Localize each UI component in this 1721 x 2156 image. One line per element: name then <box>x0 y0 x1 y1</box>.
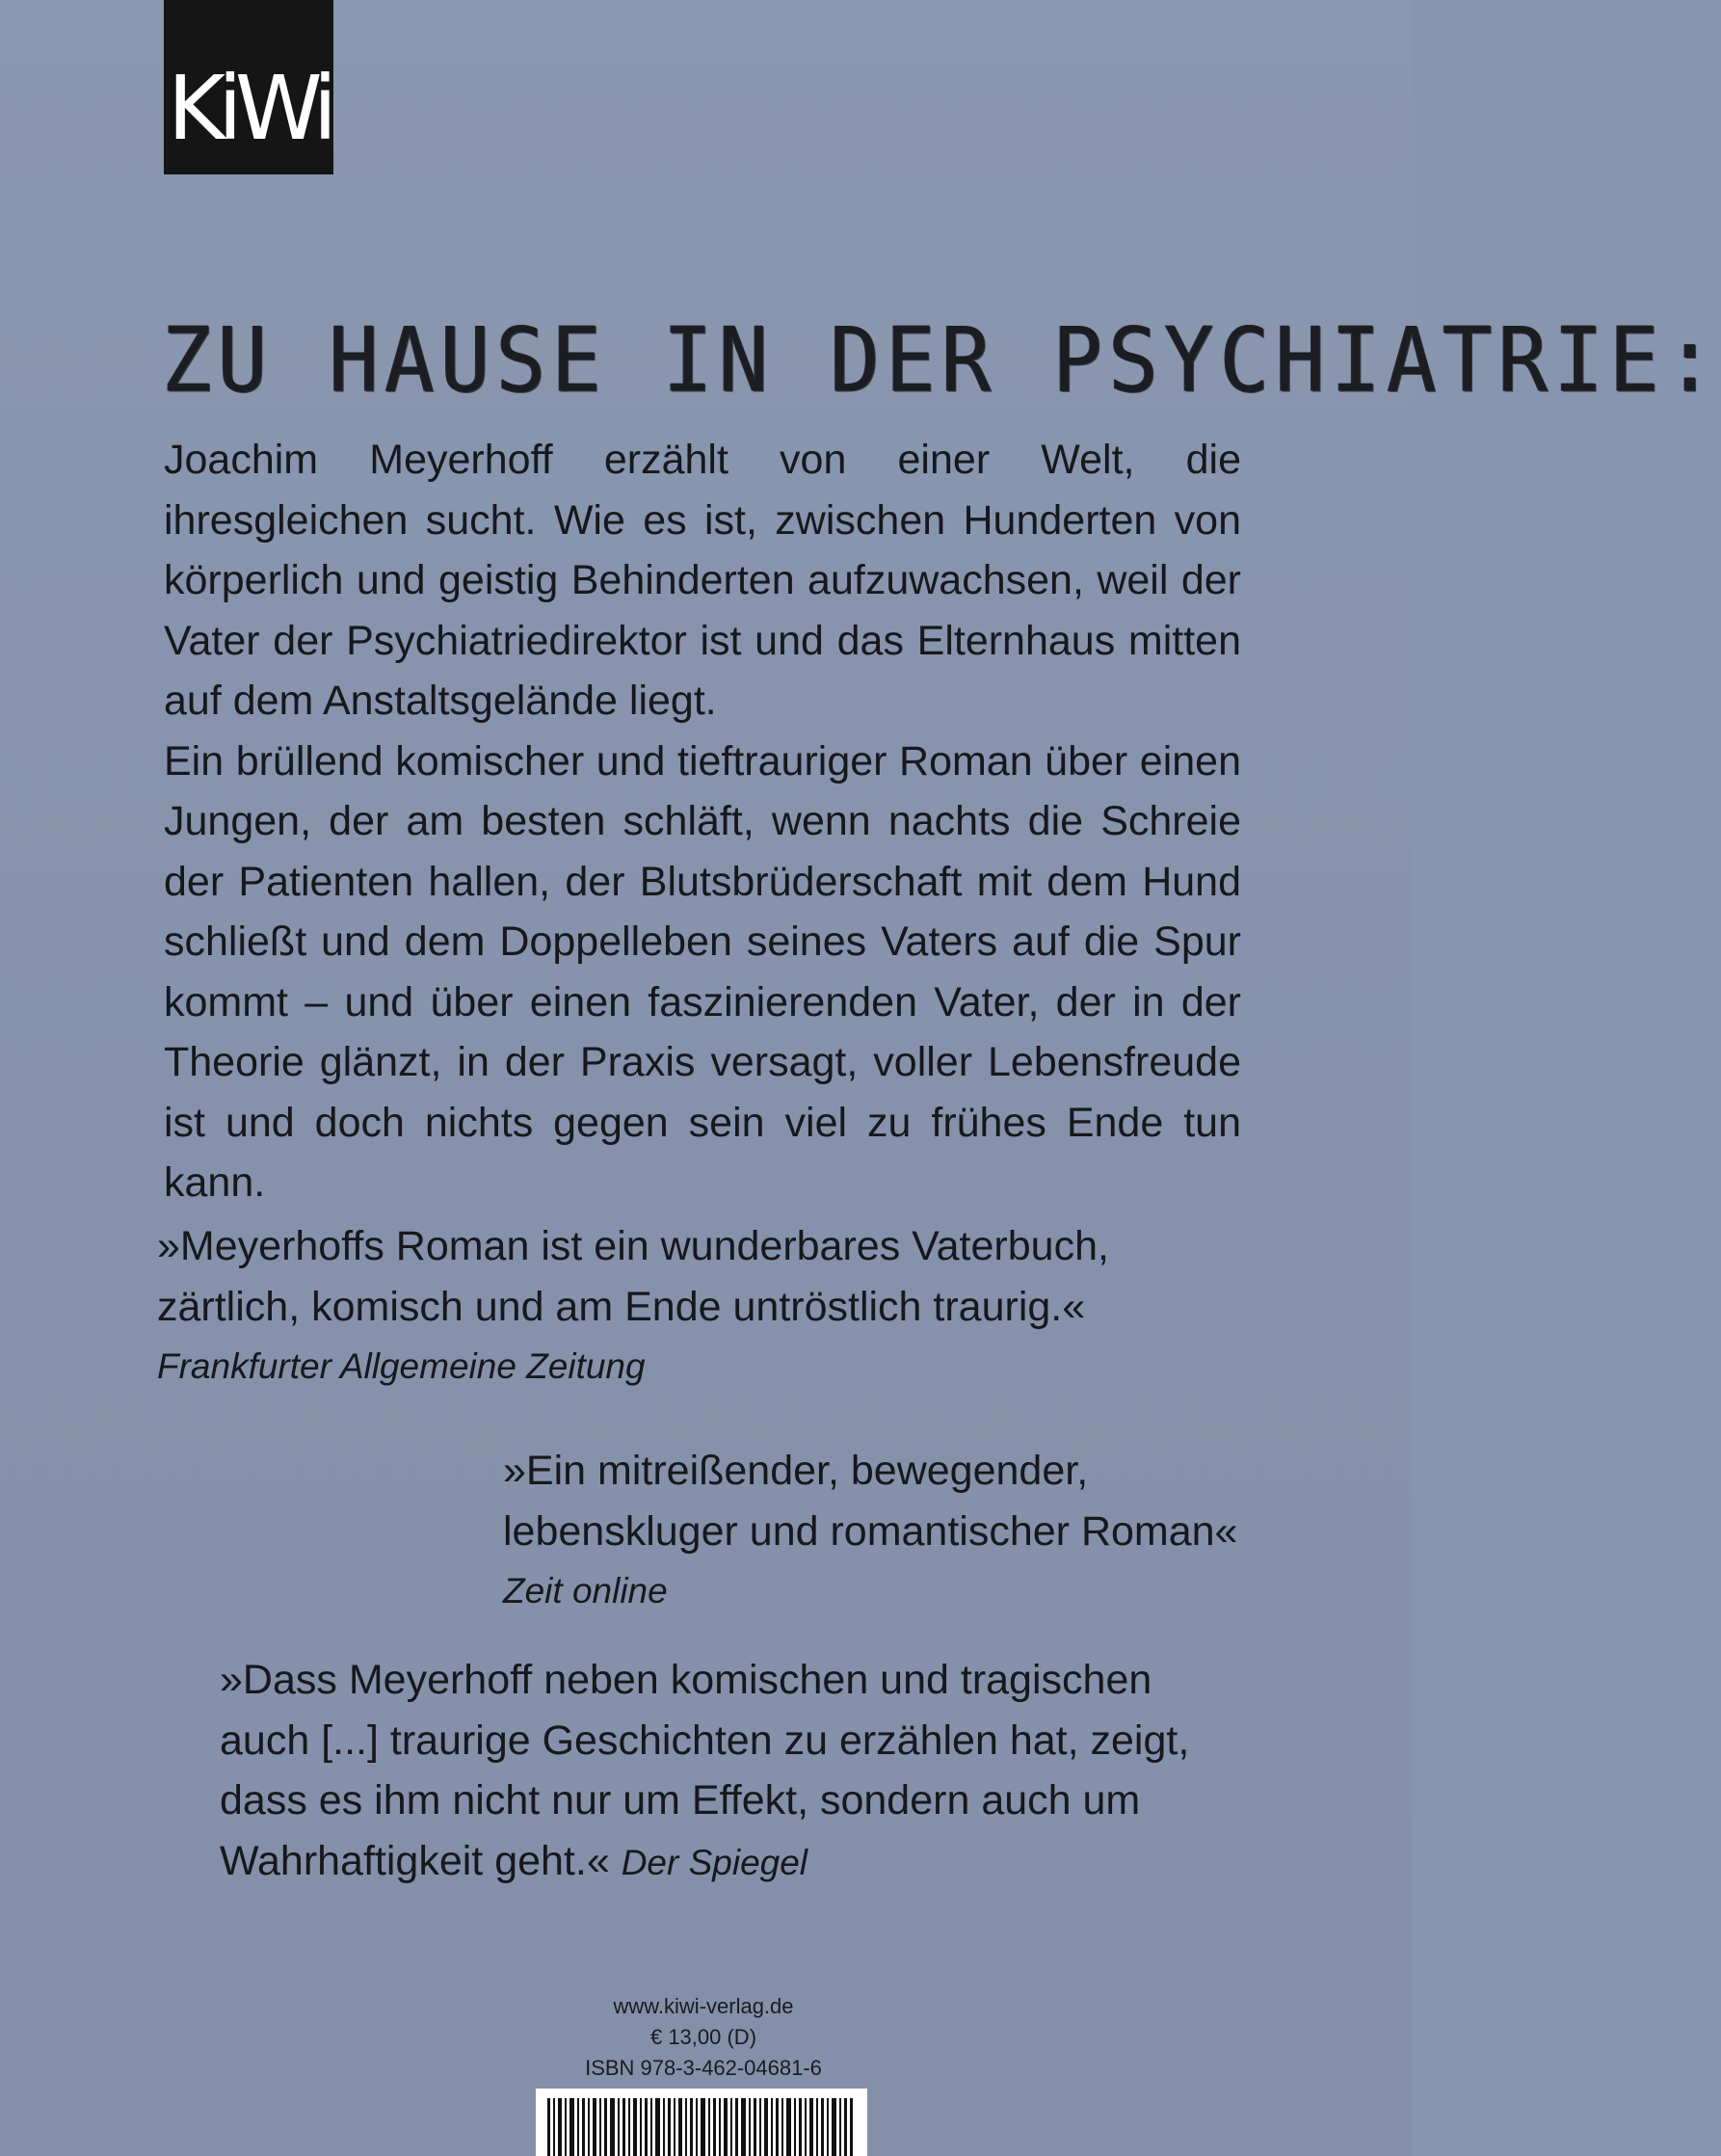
quote-source: Zeit online <box>503 1571 668 1610</box>
quote-line: »Meyerhoffs Roman ist ein wunderbares Vaterbuch, <box>157 1223 1109 1269</box>
quote-line: zärtlich, komisch und am Ende untröstlich traurig.« <box>157 1283 1086 1330</box>
quote-line: lebenskluger und romantischer Roman« <box>503 1507 1238 1555</box>
quote-line: auch [...] traurige Geschichten zu erzählen hat, zeigt, <box>220 1717 1190 1764</box>
publisher-website: www.kiwi-verlag.de <box>613 1994 794 2018</box>
quote-source: Frankfurter Allgemeine Zeitung <box>157 1346 646 1386</box>
publisher-logo-text: KiWi <box>167 57 331 160</box>
quote-line: »Dass Meyerhoff neben komischen und tragischen <box>220 1657 1152 1703</box>
price: € 13,00 (D) <box>649 2025 757 2049</box>
quote-source: Der Spiegel <box>621 1842 808 1882</box>
quote-line: dass es ihm nicht nur um Effekt, sondern auch um <box>220 1777 1141 1823</box>
imprint <box>540 1991 867 2084</box>
publisher-logo <box>164 0 333 174</box>
review-quote-faz <box>157 1216 1217 1397</box>
isbn: ISBN 978-3-462-04681-6 <box>585 2056 822 2080</box>
barcode-icon <box>536 2089 867 2156</box>
barcode-bars <box>547 2098 856 2156</box>
review-quote-zeit <box>503 1441 1274 1621</box>
book-blurb <box>164 430 1241 1213</box>
quote-line: Wahrhaftigkeit geht.« <box>220 1837 610 1884</box>
blurb-paragraph: Ein brüllend komischer und tieftrauriger Roman über einen Jungen, der am besten schläft, wenn nachts die Schreie der Patienten hallen, der Blutsbrüderschaft mit dem Hund schließt und dem Doppelleben seines Vaters auf die Spur kommt – und über einen faszinierenden Vater, der in der Theorie glänzt, in der Praxis versagt, voller Lebensfreude ist und doch nichts gegen sein viel zu frühes Ende tun kann. <box>164 737 1241 1206</box>
review-quote-spiegel <box>220 1650 1231 1893</box>
blurb-paragraph: Joachim Meyerhoff erzählt von einer Welt, die ihresgleichen sucht. Wie es ist, zwischen Hunderten von körperlich und geistig Behinderten aufzuwachsen, weil der Vater der Psychiatriedirektor ist und das Elternhaus mitten auf dem Anstaltsgelände liegt. <box>164 437 1241 724</box>
cover-headline: ZU HAUSE IN DER PSYCHIATRIE: <box>162 308 1721 413</box>
quote-line: »Ein mitreißender, bewegender, <box>503 1448 1089 1494</box>
